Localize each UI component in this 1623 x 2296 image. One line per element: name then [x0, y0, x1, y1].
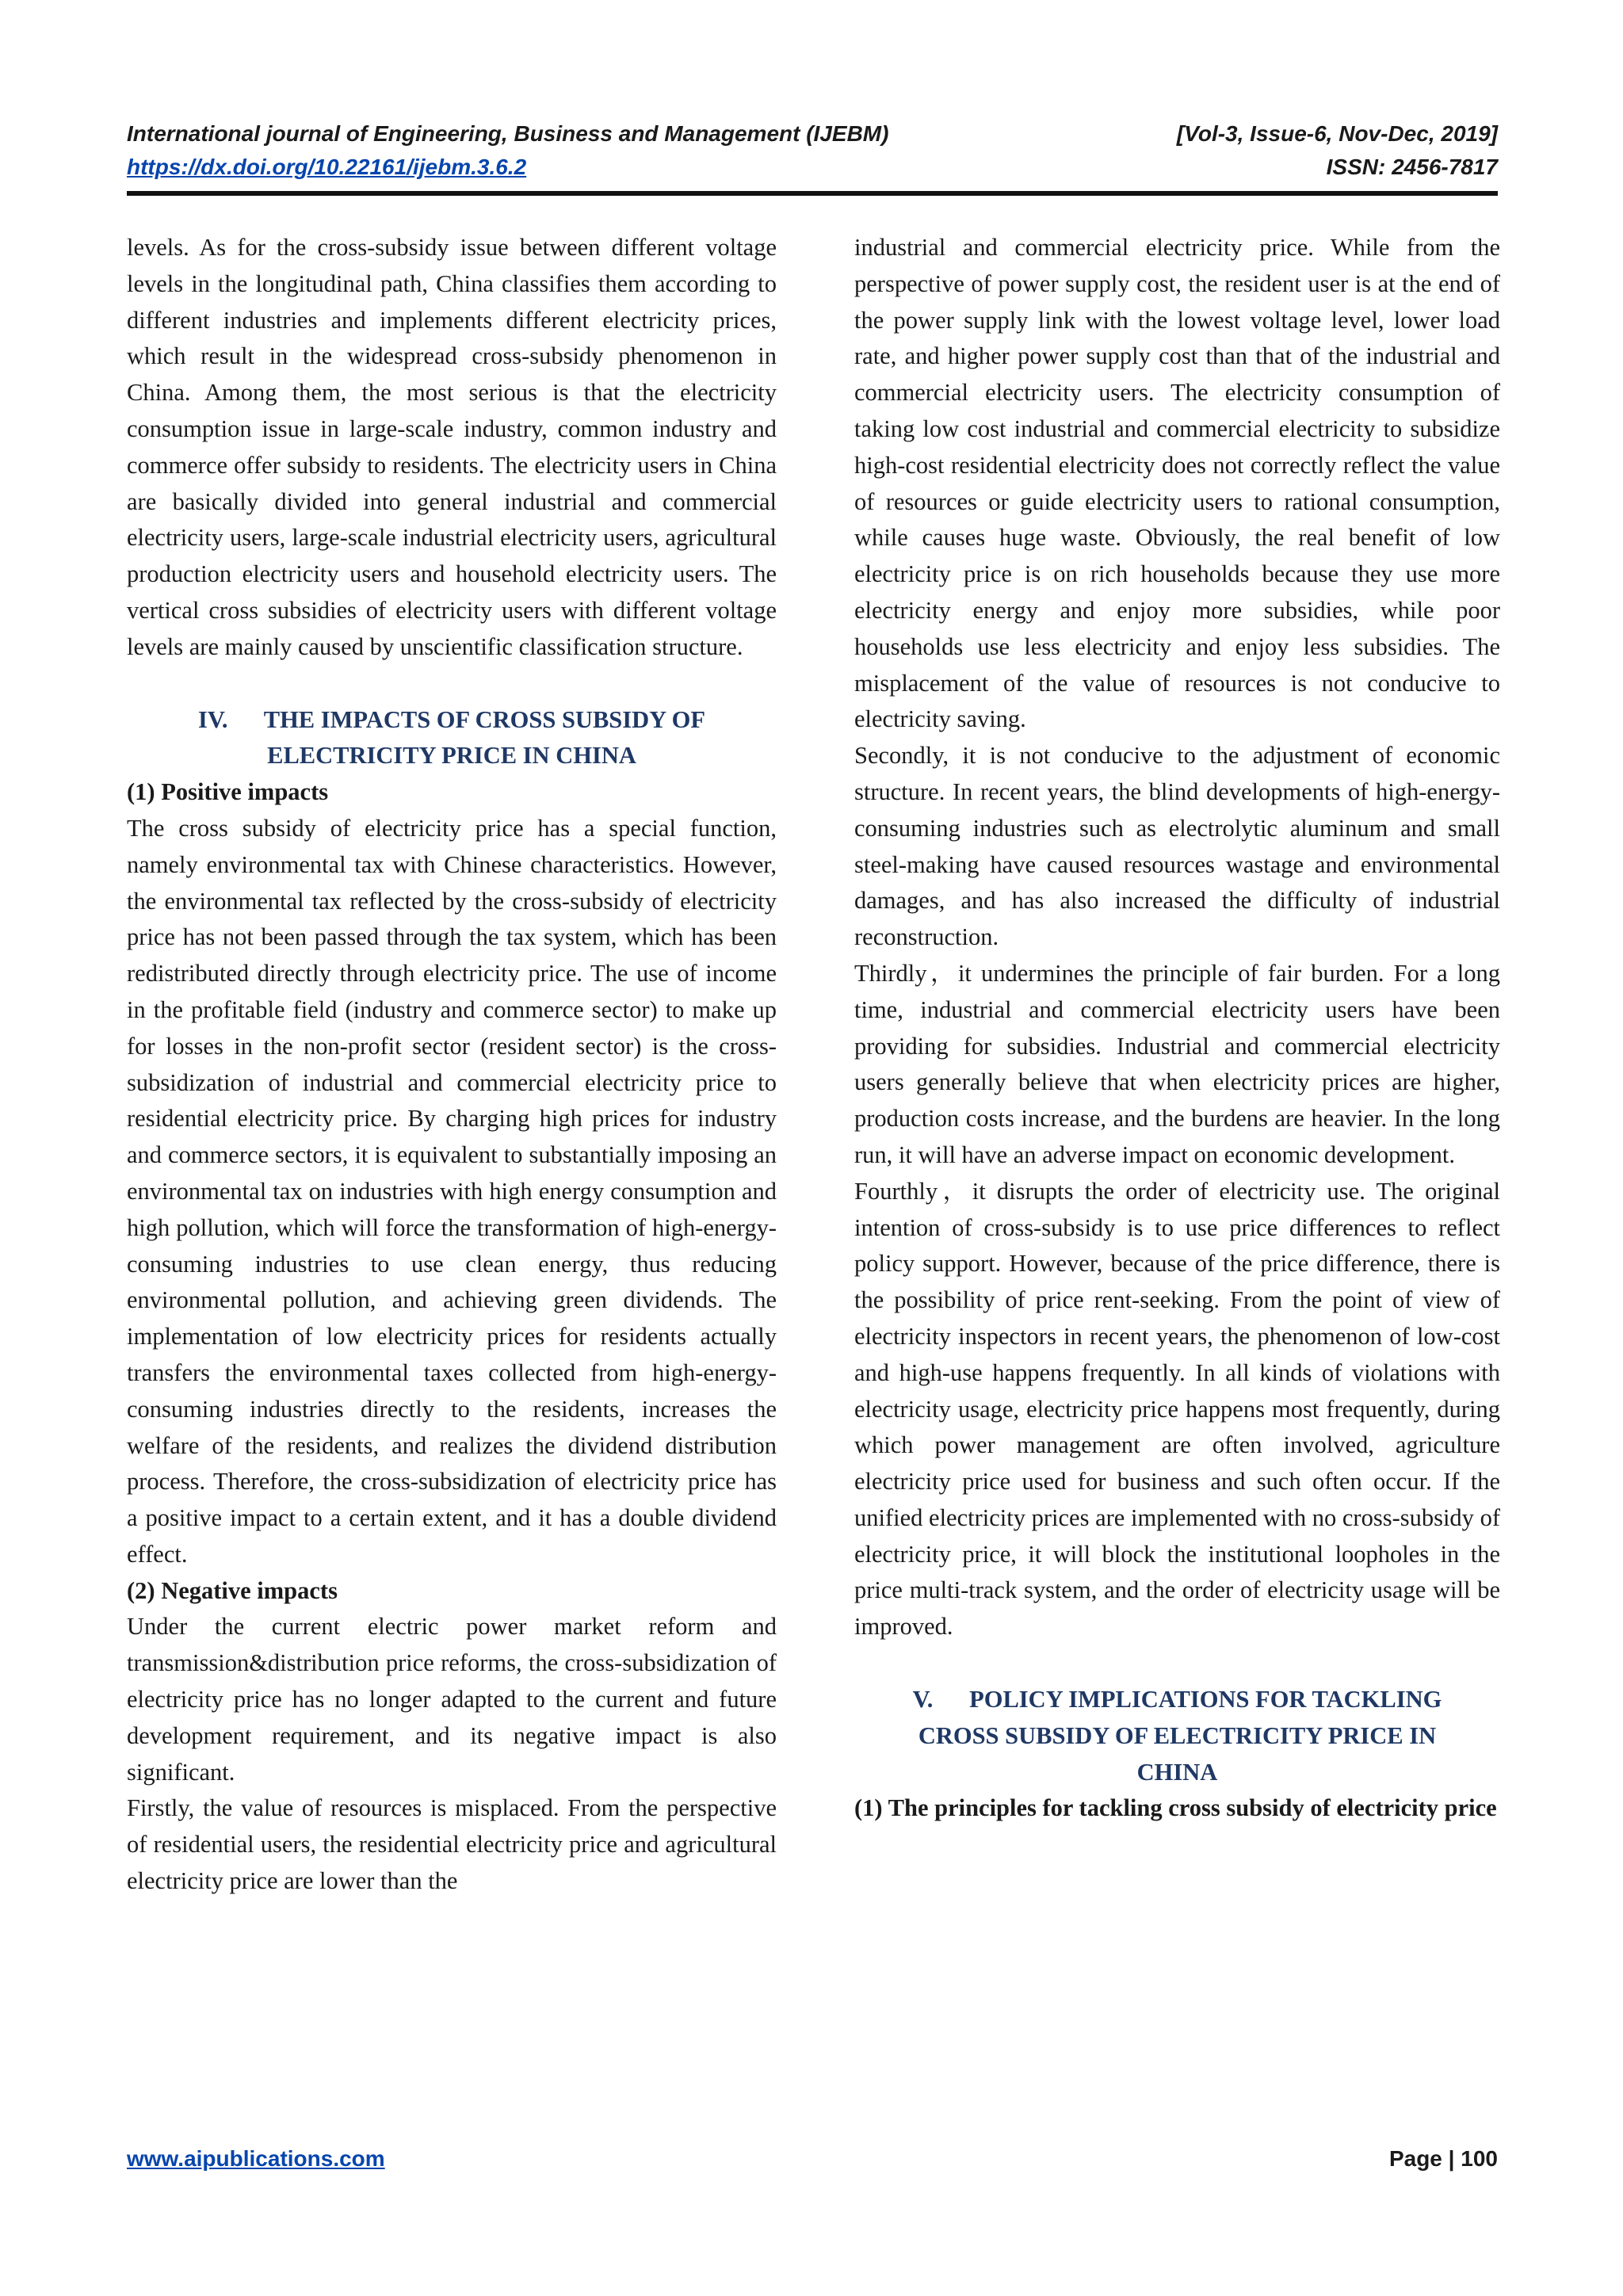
section-heading-v: V. POLICY IMPLICATIONS FOR TACKLING CROSS SUBSIDY OF ELECTRICITY PRICE IN CHINA — [912, 1686, 1442, 1786]
page-number: Page | 100 — [1388, 2146, 1498, 2171]
section-heading-iv: IV. THE IMPACTS OF CROSS SUBSIDY OF ELECTRICITY PRICE IN CHINA — [197, 705, 706, 770]
paragraph: Fourthly，it disrupts the order of electricity use. The original intention of cross-subsidy is to use price differences to reflect policy support. However, because of the price difference, there is the possibility of price rent-seeking. From the point of view of electricity inspectors in recent years, the phenomenon of low-cost and high-use happens frequently. In all kinds of violations with electricity usage, electricity price happens most frequently, during which power management are often involved, agriculture electricity price used for business and such often occur. If the unified electricity prices are implemented with no cross-subsidy of electricity price, it will block the institutional loopholes in the price multi-track system, and the order of electricity usage will be improved. — [854, 1177, 1500, 1641]
page-footer — [127, 2146, 1498, 2172]
spacer — [854, 1645, 1500, 1682]
paragraph: Thirdly，it undermines the principle of fair burden. For a long time, industrial and commercial electricity users have been providing for subsidies. Industrial and commercial electricity users generally believe that when electricity prices are higher, production costs increase, and the burdens are heavier. In the long run, it will have an adverse impact on economic development. — [854, 959, 1500, 1168]
volume-info: [Vol-3, Issue-6, Nov-Dec, 2019] — [1176, 121, 1498, 146]
paragraph: Firstly, the value of resources is misplaced. From the perspective of residential users, the residential electricity price and agricultural electricity price are lower than the — [127, 1794, 777, 1895]
paragraph: Under the current electric power market reform and transmission&distribution price reforms, the cross-subsidization of electricity price has no longer adapted to the current and future development requirement, and its negative impact is also significant. — [127, 1613, 777, 1786]
page-header — [127, 117, 1498, 184]
journal-title: International journal of Engineering, Business and Management (IJEBM) — [127, 121, 889, 146]
issn: ISSN: 2456-7817 — [1326, 155, 1498, 179]
spacer — [127, 666, 777, 702]
right-column — [854, 230, 1500, 1827]
subheading-negative-impacts: (2) Negative impacts — [127, 1576, 338, 1604]
paragraph: industrial and commercial electricity price. While from the perspective of power supply cost, the resident user is at the end of the power supply link with the lowest voltage level, lower load rate, and higher power supply cost than that of the industrial and commercial electricity users. The electricity consumption of taking low cost industrial and commercial electricity to subsidize high-cost residential electricity does not correctly reflect the value of resources or guide electricity users to rational consumption, while causes huge waste. Obviously, the real benefit of low electricity price is on rich households because they use more electricity energy and enjoy more subsidies, while poor households use less electricity and enjoy less subsidies. The misplacement of the value of resources is not conducive to electricity saving. — [854, 234, 1500, 733]
subheading-principles: (1) The principles for tackling cross subsidy of electricity price — [854, 1794, 1497, 1822]
paragraph: Secondly, it is not conducive to the adjustment of economic structure. In recent years, the blind developments of high-energy-consuming industries such as electrolytic aluminum and small steel-making have caused resources wastage and environmental damages, and has also increased the difficulty of industrial reconstruction. — [854, 742, 1500, 951]
header-rule — [127, 191, 1498, 196]
doi-link[interactable]: https://dx.doi.org/10.22161/ijebm.3.6.2 — [127, 155, 527, 179]
left-column — [127, 230, 777, 1900]
paragraph: The cross subsidy of electricity price has a special function, namely environmental tax with Chinese characteristics. However, the environmental tax reflected by the cross-subsidy of electricity price has not been passed through the tax system, which has been redistributed directly through electricity price. The use of income in the profitable field (industry and commerce sector) to make up for losses in the non-profit sector (resident sector) is the cross-subsidization of industrial and commercial electricity price to residential electricity price. By charging high prices for industry and commerce sectors, it is equivalent to substantially imposing an environmental tax on industries with high energy consumption and high pollution, which will force the transformation of high-energy-consuming industries to use clean energy, thus reducing environmental pollution, and achieving green dividends. The implementation of low electricity prices for residents actually transfers the environmental taxes collected from high-energy-consuming industries directly to the residents, increases the welfare of the residents, and realizes the dividend distribution process. Therefore, the cross-subsidization of electricity price has a positive impact to a certain extent, and it has a double dividend effect. — [127, 814, 777, 1568]
publisher-link[interactable]: www.aipublications.com — [127, 2146, 385, 2171]
paragraph: levels. As for the cross-subsidy issue between different voltage levels in the longitudinal path, China classifies them according to different industries and implements different electricity prices, which result in the widespread cross-subsidy phenomenon in China. Among them, the most serious is that the electricity consumption issue in large-scale industry, common industry and commerce offer subsidy to residents. The electricity users in China are basically divided into general industrial and commercial electricity users, large-scale industrial electricity users, agricultural production electricity users and household electricity users. The vertical cross subsidies of electricity users with different voltage levels are mainly caused by unscientific classification structure. — [127, 234, 777, 660]
subheading-positive-impacts: (1) Positive impacts — [127, 778, 329, 806]
